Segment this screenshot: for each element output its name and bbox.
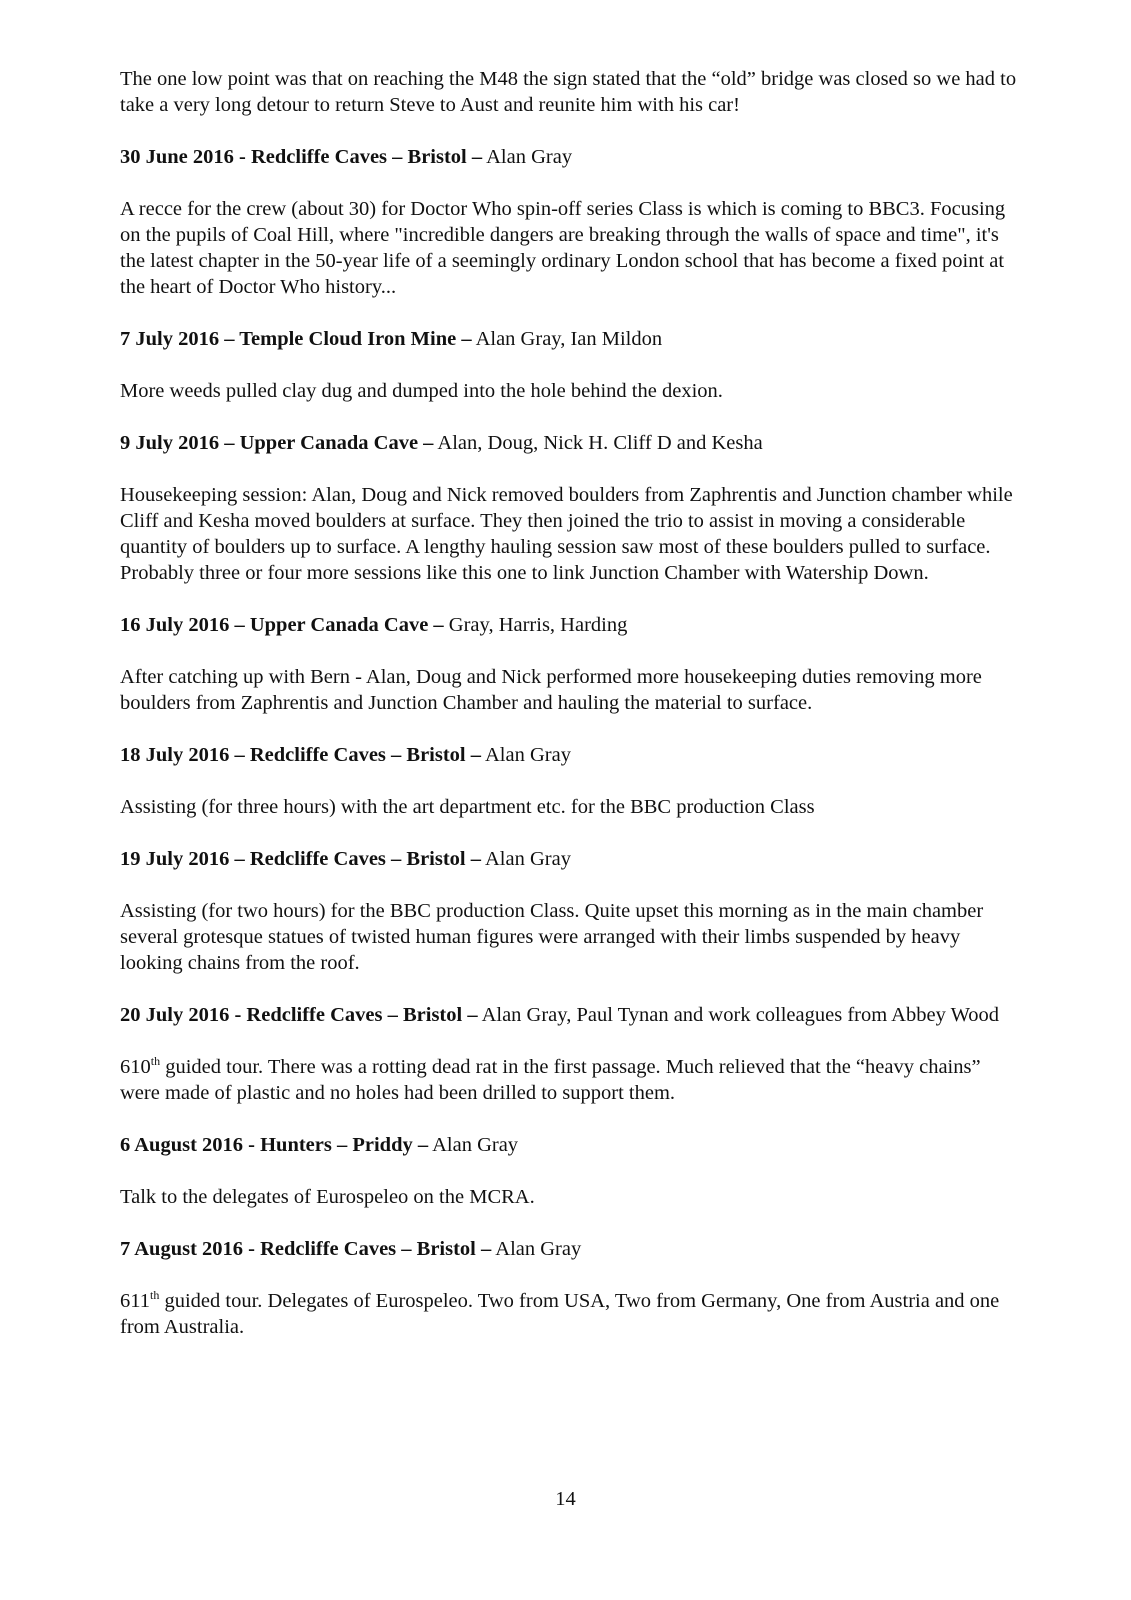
entry-heading-people: Alan Gray	[481, 744, 571, 766]
entry-heading-title: 6 August 2016 - Hunters – Priddy –	[120, 1134, 429, 1156]
entry-body-text: guided tour. There was a rotting dead rat in the first passage. Much relieved that the “heavy chains” were made of plastic and no holes had been drilled to support them.	[120, 1056, 981, 1104]
entry-body	[120, 1288, 1020, 1340]
entry-heading-title: 20 July 2016 - Redcliffe Caves – Bristol –	[120, 1004, 478, 1026]
entry-heading-title: 16 July 2016 – Upper Canada Cave –	[120, 614, 444, 636]
entry-heading	[120, 612, 1020, 638]
entry-heading-title: 18 July 2016 – Redcliffe Caves – Bristol –	[120, 744, 481, 766]
entry-body-text: guided tour. Delegates of Eurospeleo. Two from USA, Two from Germany, One from Austria and one from Australia.	[120, 1290, 1000, 1338]
tour-number: 610	[120, 1056, 151, 1078]
entry-heading-people: Alan Gray, Paul Tynan and work colleagues from Abbey Wood	[477, 1004, 1000, 1026]
entry-heading-people: Alan Gray	[428, 1134, 519, 1156]
ordinal-suffix: th	[150, 1054, 161, 1069]
ordinal-suffix: th	[150, 1288, 160, 1303]
entry-heading-people: Alan, Doug, Nick H. Cliff D and Kesha	[433, 432, 763, 454]
entry-heading	[120, 1002, 1020, 1028]
entry-heading-people: Alan Gray	[491, 1238, 582, 1260]
entry-heading	[120, 144, 1020, 170]
entry-heading-title: 7 July 2016 – Temple Cloud Iron Mine –	[120, 328, 472, 350]
entry-body: A recce for the crew (about 30) for Doctor Who spin-off series Class is which is coming to BBC3. Focusing on the pupils of Coal Hill, where "incredible dangers are breaking through the walls of space and time", it's the latest chapter in the 50-year life of a seemingly ordinary London school that has become a fixed point at the heart of Doctor Who history...	[120, 198, 1006, 298]
tour-number: 611	[120, 1290, 150, 1312]
entry-body	[120, 1054, 1020, 1106]
entry-body: Assisting (for two hours) for the BBC production Class. Quite upset this morning as in the main chamber several grotesque statues of twisted human figures were arranged with their limbs suspended by heavy looking chains from the roof.	[120, 900, 984, 974]
entry-heading-title: 19 July 2016 – Redcliffe Caves – Bristol –	[120, 848, 481, 870]
entry-heading	[120, 1132, 1020, 1158]
entry-heading-title: 9 July 2016 – Upper Canada Cave –	[120, 432, 434, 454]
entry-heading-people: Alan Gray	[481, 848, 571, 870]
entry-body: Assisting (for three hours) with the art department etc. for the BBC production Class	[120, 796, 815, 818]
entry-body: Housekeeping session: Alan, Doug and Nick removed boulders from Zaphrentis and Junction chamber while Cliff and Kesha moved boulders at surface. They then joined the trio to assist in moving a considerable quantity of boulders up to surface. A lengthy hauling session saw most of these boulders pulled to surface. Probably three or four more sessions like this one to link Junction Chamber with Watership Down.	[120, 484, 1013, 584]
entry-heading	[120, 430, 1020, 456]
entry-heading-title: 7 August 2016 - Redcliffe Caves – Bristol –	[120, 1238, 492, 1260]
entry-heading	[120, 326, 1020, 352]
entry-heading	[120, 742, 1020, 768]
entry-heading	[120, 1236, 1020, 1262]
page-number: 14	[555, 1488, 576, 1510]
entry-body: Talk to the delegates of Eurospeleo on the MCRA.	[120, 1186, 535, 1208]
entry-heading-people: Alan Gray	[482, 146, 573, 168]
entry-heading-title: 30 June 2016 - Redcliffe Caves – Bristol –	[120, 146, 483, 168]
entry-body: After catching up with Bern - Alan, Doug and Nick performed more housekeeping duties removing more boulders from Zaphrentis and Junction Chamber and hauling the material to surface.	[120, 666, 982, 714]
entry-heading-people: Alan Gray, Ian Mildon	[471, 328, 663, 350]
page-content	[120, 66, 1020, 1366]
entry-heading-people: Gray, Harris, Harding	[443, 614, 628, 636]
intro-paragraph: The one low point was that on reaching the M48 the sign stated that the “old” bridge was closed so we had to take a very long detour to return Steve to Aust and reunite him with his car!	[120, 68, 1017, 116]
entry-body: More weeds pulled clay dug and dumped into the hole behind the dexion.	[120, 380, 723, 402]
entry-heading	[120, 846, 1020, 872]
